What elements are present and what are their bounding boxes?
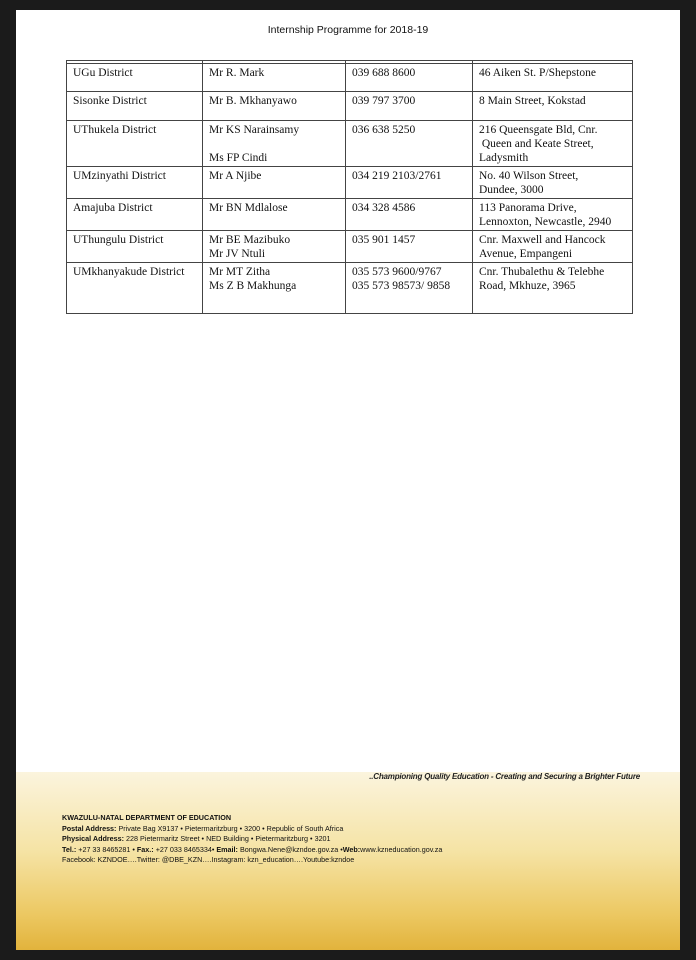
cell-line: Avenue, Empangeni bbox=[479, 248, 573, 260]
cell-line: UMkhanyakude District bbox=[73, 266, 185, 278]
table-row bbox=[67, 199, 633, 231]
cell-line: 039 688 8600 bbox=[352, 67, 416, 79]
cell-line: Mr JV Ntuli bbox=[209, 248, 266, 260]
table-row bbox=[67, 121, 633, 167]
cell-line: UMzinyathi District bbox=[73, 170, 166, 182]
letterhead-footer bbox=[16, 772, 680, 950]
phone-cell bbox=[346, 92, 473, 121]
cell-line: Amajuba District bbox=[73, 202, 153, 214]
address-cell bbox=[473, 64, 633, 92]
contact-person-cell bbox=[203, 92, 346, 121]
phone-cell bbox=[346, 167, 473, 199]
footer-contact-info bbox=[62, 813, 442, 866]
cell-line bbox=[209, 137, 339, 151]
phone-cell bbox=[346, 199, 473, 231]
contact-person-cell bbox=[203, 64, 346, 92]
cell-line: Ms FP Cindi bbox=[209, 152, 268, 164]
cell-line: 216 Queensgate Bld, Cnr. bbox=[479, 124, 598, 136]
cell-line: Sisonke District bbox=[73, 95, 147, 107]
phone-cell bbox=[346, 121, 473, 167]
cell-line: Dundee, 3000 bbox=[479, 184, 544, 196]
cell-line: Mr R. Mark bbox=[209, 67, 265, 79]
table-row bbox=[67, 167, 633, 199]
cell-line: Cnr. Thubalethu & Telebhe bbox=[479, 266, 605, 278]
address-cell bbox=[473, 92, 633, 121]
cell-line: Cnr. Maxwell and Hancock bbox=[479, 234, 606, 246]
district-contacts-table bbox=[66, 60, 633, 314]
address-cell bbox=[473, 263, 633, 314]
cell-line: 8 Main Street, Kokstad bbox=[479, 95, 586, 107]
table-row bbox=[67, 64, 633, 92]
table-row bbox=[67, 92, 633, 121]
phone-cell bbox=[346, 231, 473, 263]
address-cell bbox=[473, 167, 633, 199]
district-cell bbox=[67, 92, 203, 121]
cell-line: 034 328 4586 bbox=[352, 202, 416, 214]
contact-person-cell bbox=[203, 167, 346, 199]
document-page bbox=[16, 10, 680, 950]
cell-line: Mr BE Mazibuko bbox=[209, 234, 291, 246]
district-cell bbox=[67, 199, 203, 231]
cell-line: 035 573 9600/9767 bbox=[352, 266, 442, 278]
cell-line: Mr BN Mdlalose bbox=[209, 202, 288, 214]
phone-cell bbox=[346, 64, 473, 92]
district-cell bbox=[67, 64, 203, 92]
physical-address: Physical Address: 228 Pietermaritz Street • NED Building • Pietermaritzburg • 3201 bbox=[62, 834, 331, 843]
cell-line: 034 219 2103/2761 bbox=[352, 170, 442, 182]
cell-line: Queen and Keate Street, bbox=[479, 138, 594, 150]
cell-line: Ms Z B Makhunga bbox=[209, 280, 297, 292]
cell-line: Mr A Njibe bbox=[209, 170, 262, 182]
cell-line: 036 638 5250 bbox=[352, 124, 416, 136]
social-media-line: Facebook: KZNDOE….Twitter: @DBE_KZN….Instagram: kzn_education….Youtube:kzndoe bbox=[62, 855, 355, 864]
cell-line: 46 Aiken St. P/Shepstone bbox=[479, 67, 596, 79]
contact-line: Tel.: +27 33 8465281 • Fax.: +27 033 8465334• Email: Bongwa.Nene@kzndoe.gov.za •Web:www.kzneducation.gov.za bbox=[62, 844, 443, 854]
contact-person-cell bbox=[203, 121, 346, 167]
phone-cell bbox=[346, 263, 473, 314]
district-cell bbox=[67, 263, 203, 314]
cell-line: Mr B. Mkhanyawo bbox=[209, 95, 297, 107]
department-name: KWAZULU-NATAL DEPARTMENT OF EDUCATION bbox=[62, 813, 232, 822]
footer-tagline: ..Championing Quality Education - Creating and Securing a Brighter Future bbox=[369, 772, 640, 781]
contact-person-cell bbox=[203, 231, 346, 263]
cell-line: 035 901 1457 bbox=[352, 234, 416, 246]
cell-line: UGu District bbox=[73, 67, 133, 79]
cell-line: UThukela District bbox=[73, 124, 157, 136]
cell-line: 113 Panorama Drive, bbox=[479, 202, 577, 214]
table-row bbox=[67, 263, 633, 314]
address-cell bbox=[473, 231, 633, 263]
cell-line: Road, Mkhuze, 3965 bbox=[479, 280, 576, 292]
district-cell bbox=[67, 167, 203, 199]
cell-line: Ladysmith bbox=[479, 152, 529, 164]
district-cell bbox=[67, 121, 203, 167]
district-cell bbox=[67, 231, 203, 263]
cell-line: Mr MT Zitha bbox=[209, 266, 271, 278]
address-cell bbox=[473, 121, 633, 167]
cell-line: 035 573 98573/ 9858 bbox=[352, 280, 451, 292]
table-row bbox=[67, 231, 633, 263]
contact-person-cell bbox=[203, 263, 346, 314]
postal-address: Postal Address: Private Bag X9137 • Pietermaritzburg • 3200 • Republic of South Africa bbox=[62, 823, 344, 833]
cell-line: 039 797 3700 bbox=[352, 95, 416, 107]
page-header-title: Internship Programme for 2018-19 bbox=[267, 24, 429, 36]
cell-line: No. 40 Wilson Street, bbox=[479, 170, 579, 182]
contact-person-cell bbox=[203, 199, 346, 231]
cell-line: UThungulu District bbox=[73, 234, 164, 246]
address-cell bbox=[473, 199, 633, 231]
cell-line: Mr KS Narainsamy bbox=[209, 124, 300, 136]
cell-line: Lennoxton, Newcastle, 2940 bbox=[479, 216, 612, 228]
